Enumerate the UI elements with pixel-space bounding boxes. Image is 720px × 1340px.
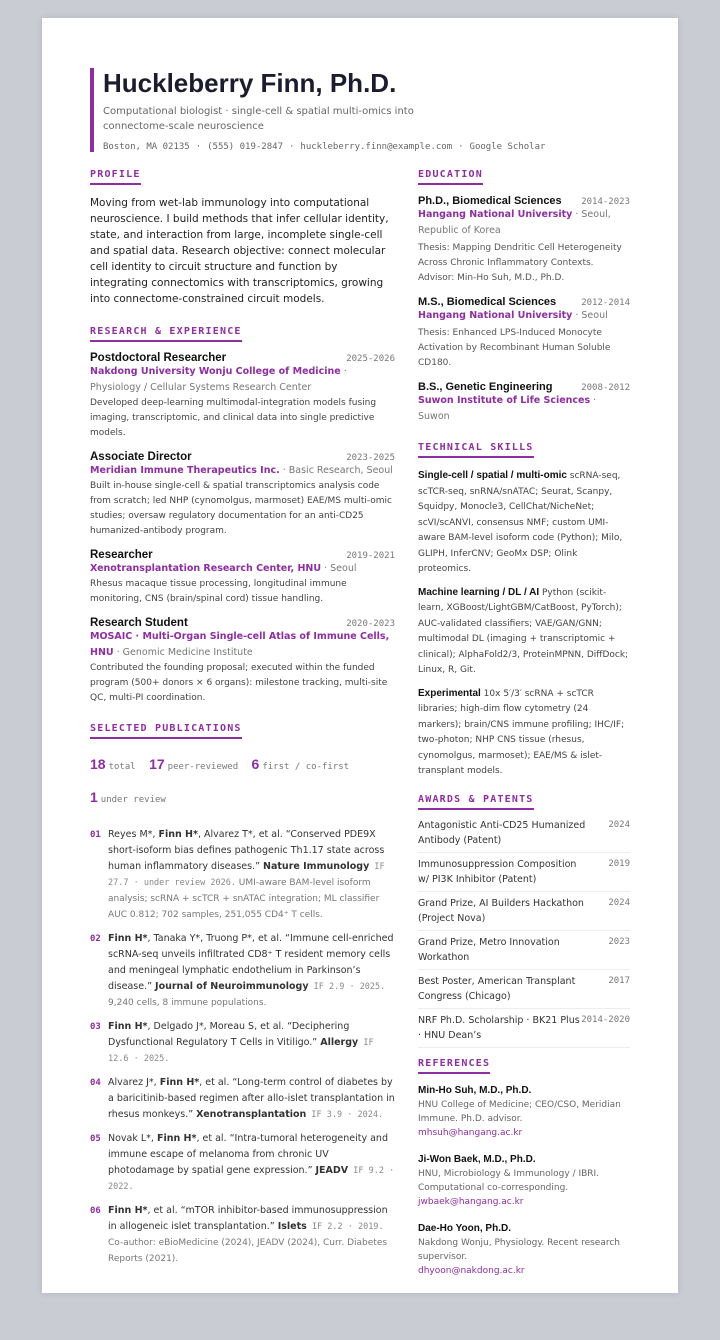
thesis: Thesis: Enhanced LPS-Induced Monocyte Activation by Recombinant Human Soluble CD180. — [418, 328, 611, 368]
self-author: Finn H* — [108, 1205, 148, 1216]
experience-entry — [90, 352, 395, 441]
reference-email[interactable]: dhyoon@nakdong.ac.kr — [418, 1265, 525, 1276]
section-title-experience: RESEARCH & EXPERIENCE — [90, 326, 242, 342]
publication-item: 03 Finn H*, Delgado J*, Moreau S, et al. “Deciphering Dysfunctional Regulatory T Cells in Vitiligo.” Allergy IF 12.6 · 2025. — [90, 1019, 395, 1067]
org-detail: · Genomic Medicine Institute — [113, 647, 253, 658]
self-author: Finn H* — [108, 1021, 148, 1032]
job-org — [90, 463, 395, 479]
org-name: Xenotransplantation Research Center, HNU — [90, 563, 322, 574]
publication-item: 02 Finn H*, Tanaka Y*, Truong P*, et al. “Immune cell-enriched scRNA-seq unveils infiltrated CD8⁺ T resident memory cells and meningeal lymphatic endothelium in Parkinson’s disease.” Journal of Neuroimmunology IF 2.9 · 2025. 9,240 cells, 8 immune populations. — [90, 931, 395, 1011]
education-entry — [418, 296, 630, 371]
right-column — [418, 162, 630, 1291]
job-org — [90, 364, 395, 396]
school: Hangang National University · Seoul, Republic of Korea — [418, 209, 611, 236]
education-entry — [418, 381, 630, 425]
contact-scholar-link[interactable]: Google Scholar — [469, 142, 546, 152]
reference-item — [418, 1153, 630, 1210]
job-description: Built in-house single-cell & spatial transcriptomics analysis code from scratch; led NHP (cynomolgus, marmoset) EAE/MS multi-omic studies; oversaw regulatory documentation for an anti-CD25 humanized-antibody program. — [90, 481, 392, 536]
profile-text: Moving from wet-lab immunology into computational neuroscience. I build methods that infer cellular identity, state, and interaction from large, incomplete single-cell and spatial data. Research objective: connect molecular cell identity to circuit structure and function by integrating connectomics with transcriptomics, growing into connectome-constrained circuit models. — [90, 197, 389, 305]
job-description: Developed deep-learning multimodal-integration models fusing imaging, transcriptomic, and clinical data into single predictive models. — [90, 398, 377, 438]
contact-location: Boston, MA 02135 — [103, 142, 190, 152]
reference-item — [418, 1222, 630, 1279]
self-author: Finn H* — [158, 829, 198, 840]
reference-desc: HNU, Microbiology & Immunology / IBRI. Computational co-corresponding. — [418, 1168, 600, 1193]
contact-email[interactable]: huckleberry.finn@example.com — [300, 142, 453, 152]
publication-number: 02 — [90, 934, 101, 944]
job-org — [90, 561, 395, 577]
job-dates: 2023-2025 — [346, 453, 395, 463]
education-dates: 2008-2012 — [581, 383, 630, 393]
candidate-name: Huckleberry Finn, Ph.D. — [103, 68, 397, 98]
journal-name: Journal of Neuroimmunology — [155, 981, 309, 992]
journal-name: Xenotransplantation — [196, 1109, 307, 1120]
award-item: Best Poster, American Transplant Congress (Chicago) 2017 — [418, 970, 630, 1009]
job-dates: 2025-2026 — [346, 354, 395, 364]
journal-name: Allergy — [320, 1037, 359, 1048]
job-org — [90, 629, 395, 661]
job-title: Research Student — [90, 617, 188, 629]
publication-item: 01 Reyes M*, Finn H*, Alvarez T*, et al. “Conserved PDE9X short-isoform bias defines pathogenic Th1.17 state across human inflammatory diseases.” Nature Immunology IF 27.7 · under review 2026. UMI-aware BAM-level isoform analysis; scRNA + scTCR + snATAC integration; ML classifier AUC 0.812; 702 samples, 251,055 CD4⁺ T cells. — [90, 827, 395, 923]
reference-name: Min-Ho Suh, M.D., Ph.D. — [418, 1084, 532, 1096]
section-title-profile: PROFILE — [90, 169, 141, 185]
education-dates: 2012-2014 — [581, 298, 630, 308]
resume-page — [42, 18, 678, 1293]
school: Suwon Institute of Life Sciences · Suwon — [418, 395, 597, 422]
education-dates: 2014-2023 — [581, 197, 630, 207]
skill-group: Machine learning / DL / AI Python (scikit-learn, XGBoost/LightGBM/CatBoost, PyTorch); AUC-validated classifiers; VAE/GAN/GNN; multimodal DL (imaging + transcriptomic + clinical); AlphaFold2/3, ProteinMPNN, DiffDock; Linux, R, Git. — [418, 586, 629, 675]
journal-name: Islets — [277, 1221, 307, 1232]
section-title-references: REFERENCES — [418, 1058, 490, 1074]
org-name: MOSAIC · Multi-Organ Single-cell Atlas of Immune Cells, HNU — [90, 631, 390, 658]
org-name: Nakdong University Wonju College of Medicine — [90, 366, 341, 377]
reference-desc: HNU College of Medicine; CEO/CSO, Meridian Immune. Ph.D. advisor. — [418, 1099, 621, 1124]
publication-number: 01 — [90, 830, 101, 840]
publication-number: 06 — [90, 1206, 101, 1216]
publication-stats — [90, 749, 395, 815]
degree: M.S., Biomedical Sciences — [418, 296, 557, 308]
publication-number: 05 — [90, 1134, 101, 1144]
experience-entry — [90, 617, 395, 706]
reference-email[interactable]: mhsuh@hangang.ac.kr — [418, 1127, 523, 1138]
left-column — [90, 162, 395, 1275]
org-detail: · Basic Research, Seoul — [279, 465, 393, 476]
job-title: Postdoctoral Researcher — [90, 352, 227, 364]
award-item: Grand Prize, Metro Innovation Workathon 2023 — [418, 931, 630, 970]
stat-under-review: 1 under review — [90, 789, 166, 805]
job-dates: 2019-2021 — [346, 551, 395, 561]
section-title-awards: AWARDS & PATENTS — [418, 794, 534, 810]
experience-entry — [90, 549, 395, 607]
publication-number: 04 — [90, 1078, 101, 1088]
journal-name: Nature Immunology — [263, 861, 370, 872]
org-name: Meridian Immune Therapeutics Inc. — [90, 465, 280, 476]
self-author: Finn H* — [108, 933, 148, 944]
degree: B.S., Genetic Engineering — [418, 381, 553, 393]
education-entry — [418, 195, 630, 286]
job-description: Contributed the founding proposal; executed within the funded program (500+ donors × 6 organs): milestone tracking, multi-site QC, multi-PI coordination. — [90, 663, 388, 703]
reference-item — [418, 1084, 630, 1141]
publication-item: 05 Novak L*, Finn H*, et al. “Intra-tumoral heterogeneity and immune escape of melanoma from chronic UV photodamage by spatial gene expression.” JEADV IF 9.2 · 2022. — [90, 1131, 395, 1195]
skill-group: Single-cell / spatial / multi-omic scRNA-seq, scTCR-seq, snRNA/snATAC; Seurat, Scanpy, Squidpy, Monocle3, CellChat/NicheNet; scVI/scANVI, consensus NMF; custom UMI-aware BAM-level isoform code (Python); Milo, GLIPH, InferCNV; GeoMx DSP; Olink proteomics. — [418, 470, 623, 574]
job-dates: 2020-2023 — [346, 619, 395, 629]
reference-email[interactable]: jwbaek@hangang.ac.kr — [418, 1196, 524, 1207]
self-author: Finn H* — [159, 1077, 200, 1088]
award-item: Grand Prize, AI Builders Hackathon (Project Nova) 2024 — [418, 892, 630, 931]
award-item: Antagonistic Anti-CD25 Humanized Antibody (Patent) 2024 — [418, 814, 630, 853]
section-title-publications: SELECTED PUBLICATIONS — [90, 723, 242, 739]
publication-item: 06 Finn H*, et al. “mTOR inhibitor-based immunosuppression in allogeneic islet transplantation.” Islets IF 2.2 · 2019. Co-author: eBioMedicine (2024), JEADV (2024), Curr. Diabetes Reports (2021). — [90, 1203, 395, 1267]
school: Hangang National University · Seoul — [418, 310, 608, 321]
stat-peer-reviewed: 17 peer-reviewed — [149, 756, 239, 772]
thesis: Thesis: Mapping Dendritic Cell Heterogeneity Across Chronic Inflammatory Contexts. Advisor: Min-Ho Suh, M.D., Ph.D. — [418, 243, 622, 283]
job-description: Rhesus macaque tissue processing, longitudinal immune monitoring, CNS (brain/spinal cord) tissue handling. — [90, 579, 347, 604]
tagline: Computational biologist · single-cell & spatial multi-omics into connectome-scale neuroscience — [103, 106, 414, 132]
journal-name: JEADV — [315, 1165, 349, 1176]
contact-line: Boston, MA 02135 · (555) 019-2847 · huckleberry.finn@example.com · Google Scholar — [103, 142, 546, 152]
reference-desc: Nakdong Wonju, Physiology. Recent research supervisor. — [418, 1237, 621, 1262]
section-title-education: EDUCATION — [418, 169, 483, 185]
reference-name: Ji-Won Baek, M.D., Ph.D. — [418, 1153, 536, 1165]
degree: Ph.D., Biomedical Sciences — [418, 195, 562, 207]
self-author: Finn H* — [156, 1133, 197, 1144]
award-item: Immunosuppression Composition w/ PI3K Inhibitor (Patent) 2019 — [418, 853, 630, 892]
publication-number: 03 — [90, 1022, 101, 1032]
skill-group: Experimental 10x 5′/3′ scRNA + scTCR libraries; high-dim flow cytometry (24 markers); brain/CNS immune profiling; IHC/IF; two-photon; NHP CNS tissue (rhesus, cynomolgus, marmoset); EAE/MS & islet-transplant models. — [418, 687, 625, 776]
contact-phone[interactable]: (555) 019-2847 — [207, 142, 283, 152]
job-title: Researcher — [90, 549, 153, 561]
org-detail: · Physiology / Cellular Systems Research Center — [90, 366, 347, 393]
job-title: Associate Director — [90, 451, 192, 463]
stat-total: 18 total — [90, 756, 136, 772]
stat-first-author: 6 first / co-first — [251, 756, 350, 772]
reference-name: Dae-Ho Yoon, Ph.D. — [418, 1222, 511, 1234]
resume-header — [90, 68, 643, 152]
experience-entry — [90, 451, 395, 539]
award-item: NRF Ph.D. Scholarship · BK21 Plus · HNU Dean’s 2014-2020 — [418, 1009, 630, 1048]
publication-item: 04 Alvarez J*, Finn H*, et al. “Long-term control of diabetes by a baricitinib-based regimen after allo-islet transplantation in rhesus monkeys.” Xenotransplantation IF 3.9 · 2024. — [90, 1075, 395, 1123]
section-title-skills: TECHNICAL SKILLS — [418, 442, 534, 458]
org-detail: · Seoul — [321, 563, 357, 574]
